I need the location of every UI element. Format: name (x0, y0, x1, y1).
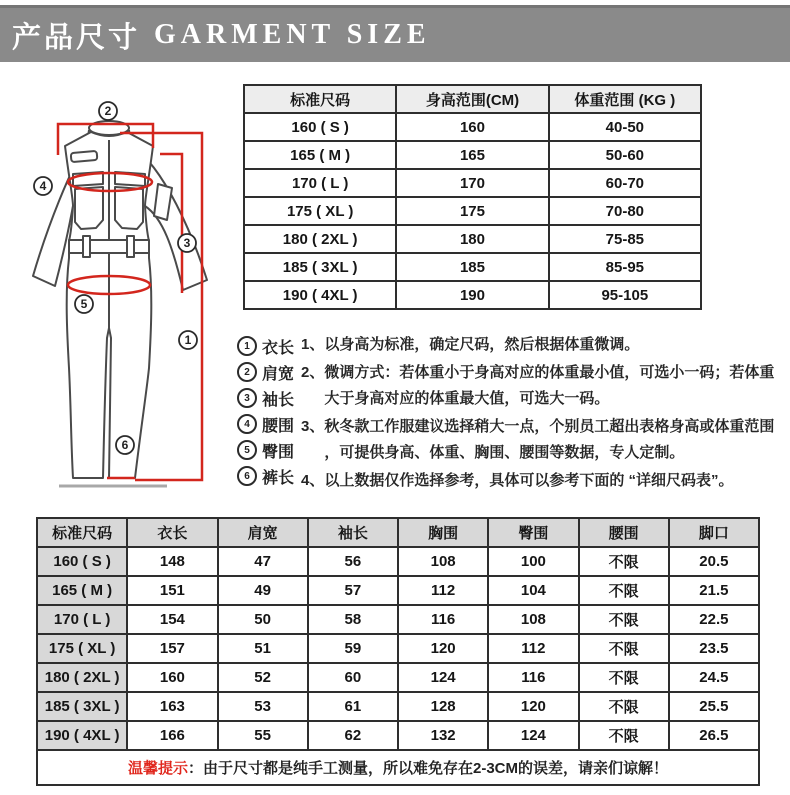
table-cell: 不限 (579, 721, 669, 750)
table-row (244, 169, 701, 197)
table-cell: 120 (488, 692, 578, 721)
annotation-3: 3 (183, 236, 191, 250)
table-cell: 175 ( XL ) (37, 634, 127, 663)
table-cell: 70-80 (549, 197, 701, 225)
table-cell: 59 (308, 634, 398, 663)
table-cell: 85-95 (549, 253, 701, 281)
column-header: 胸围 (398, 518, 488, 547)
table-cell: 160 (127, 663, 217, 692)
table-row (37, 663, 759, 692)
table-cell: 不限 (579, 663, 669, 692)
legend-item-waist (237, 411, 294, 437)
table-row (37, 721, 759, 750)
notice-label: 温馨提示 (127, 760, 188, 777)
table-cell: 124 (398, 663, 488, 692)
note-text: 以上数据仅作选择参考，具体可以参考下面的 “详细尺码表”。 (324, 472, 734, 489)
table-row (244, 253, 701, 281)
table-row (37, 634, 759, 663)
annotation-6: 6 (121, 438, 129, 452)
table-cell: 不限 (579, 576, 669, 605)
notice-row (37, 750, 759, 785)
table-cell: 165 (396, 141, 548, 169)
table-cell: 190 (396, 281, 548, 309)
table-cell: 26.5 (669, 721, 759, 750)
column-header: 标准尺码 (37, 518, 127, 547)
table-cell: 60-70 (549, 169, 701, 197)
circled-number-icon: 4 (237, 414, 257, 434)
legend-label: 臀围 (262, 443, 295, 461)
table-cell: 22.5 (669, 605, 759, 634)
legend-label: 袖长 (262, 391, 295, 409)
table-cell: 180 ( 2XL ) (37, 663, 127, 692)
table-cell: 不限 (579, 692, 669, 721)
table-cell: 21.5 (669, 576, 759, 605)
legend-item-pant-length (237, 463, 294, 489)
legend-item-garment-length (237, 333, 294, 359)
page-title-en: GARMENT SIZE (154, 19, 431, 50)
legend-label: 裤长 (262, 469, 295, 487)
table-cell: 不限 (579, 547, 669, 576)
table-cell: 157 (127, 634, 217, 663)
circled-number-icon: 6 (237, 466, 257, 486)
table-cell: 116 (398, 605, 488, 634)
note-item (301, 332, 784, 358)
table-cell: 120 (398, 634, 488, 663)
column-header: 脚口 (669, 518, 759, 547)
table-cell: 40-50 (549, 113, 701, 141)
annotation-5: 5 (80, 297, 88, 311)
table-cell: 49 (218, 576, 308, 605)
page-header (0, 5, 790, 62)
column-header: 肩宽 (218, 518, 308, 547)
table-cell: 170 ( L ) (37, 605, 127, 634)
table-cell: 166 (127, 721, 217, 750)
column-header: 衣长 (127, 518, 217, 547)
table-cell: 61 (308, 692, 398, 721)
measurement-legend (237, 333, 294, 489)
table-row (244, 225, 701, 253)
table-header-row (244, 85, 701, 113)
table-cell: 132 (398, 721, 488, 750)
table-cell: 50-60 (549, 141, 701, 169)
column-header: 臀围 (488, 518, 578, 547)
table-cell: 165 ( M ) (37, 576, 127, 605)
table-cell: 148 (127, 547, 217, 576)
table-cell: 23.5 (669, 634, 759, 663)
table-row (37, 576, 759, 605)
table-cell: 175 (396, 197, 548, 225)
table-cell: 112 (488, 634, 578, 663)
note-number: 3、 (301, 418, 325, 435)
table-cell: 104 (488, 576, 578, 605)
table-cell: 116 (488, 663, 578, 692)
table-cell: 100 (488, 547, 578, 576)
table-cell: 不限 (579, 605, 669, 634)
page-title-zh: 产品尺寸 (12, 21, 141, 54)
table-cell: 160 ( S ) (37, 547, 127, 576)
table-cell: 112 (398, 576, 488, 605)
table-cell: 165 ( M ) (244, 141, 396, 169)
table-cell: 不限 (579, 634, 669, 663)
annotation-2: 2 (104, 104, 112, 118)
note-number: 1、 (301, 336, 325, 353)
table-cell: 47 (218, 547, 308, 576)
note-text: 微调方式：若体重小于身高对应的体重最小值，可选小一码；若体重大于身高对应的体重最大值，可选大一码。 (324, 364, 775, 407)
table-cell: 75-85 (549, 225, 701, 253)
table-cell: 160 ( S ) (244, 113, 396, 141)
table-cell: 180 ( 2XL ) (244, 225, 396, 253)
note-item (301, 360, 784, 412)
detail-size-table (36, 517, 760, 786)
table-cell: 53 (218, 692, 308, 721)
table-cell: 124 (488, 721, 578, 750)
table-row (244, 141, 701, 169)
circled-number-icon: 5 (237, 440, 257, 460)
note-number: 2、 (301, 364, 325, 381)
table-cell: 95-105 (549, 281, 701, 309)
note-text: 秋冬款工作服建议选择稍大一点，个别员工超出表格身高或体重范围，可提供身高、体重、胸围、腰围等数据，专人定制。 (324, 418, 775, 461)
legend-label: 衣长 (262, 339, 295, 357)
legend-item-shoulder-width (237, 359, 294, 385)
table-cell: 55 (218, 721, 308, 750)
table-cell: 128 (398, 692, 488, 721)
table-cell: 160 (396, 113, 548, 141)
garment-drawing-svg (25, 88, 240, 510)
notice-cell (37, 750, 759, 785)
annotation-1: 1 (184, 333, 192, 347)
table-cell: 154 (127, 605, 217, 634)
table-cell: 163 (127, 692, 217, 721)
legend-item-hip (237, 437, 294, 463)
table-cell: 180 (396, 225, 548, 253)
sizing-notes (301, 332, 784, 496)
table-cell: 108 (488, 605, 578, 634)
table-row (37, 605, 759, 634)
legend-label: 腰围 (262, 417, 295, 435)
note-item (301, 468, 784, 494)
table-cell: 52 (218, 663, 308, 692)
table-row (244, 113, 701, 141)
table-cell: 20.5 (669, 547, 759, 576)
table-cell: 24.5 (669, 663, 759, 692)
table-cell: 185 ( 3XL ) (244, 253, 396, 281)
circled-number-icon: 1 (237, 336, 257, 356)
table-cell: 190 ( 4XL ) (37, 721, 127, 750)
table-header-row (37, 518, 759, 547)
column-header: 身高范围(CM) (396, 85, 548, 113)
circled-number-icon: 2 (237, 362, 257, 382)
size-guide-table (243, 84, 702, 310)
table-cell: 151 (127, 576, 217, 605)
note-item (301, 414, 784, 466)
annotation-4: 4 (39, 179, 47, 193)
table-cell: 185 (396, 253, 548, 281)
table-cell: 170 ( L ) (244, 169, 396, 197)
table-row (244, 197, 701, 225)
table-cell: 58 (308, 605, 398, 634)
table-cell: 108 (398, 547, 488, 576)
table-cell: 51 (218, 634, 308, 663)
table-cell: 56 (308, 547, 398, 576)
column-header: 腰围 (579, 518, 669, 547)
note-text: 以身高为标准，确定尺码，然后根据体重微调。 (324, 336, 640, 353)
table-row (37, 547, 759, 576)
table-cell: 25.5 (669, 692, 759, 721)
garment-diagram (25, 88, 240, 510)
notice-text: ：由于尺寸都是纯手工测量，所以难免存在2-3CM的误差，请亲们谅解！ (188, 760, 669, 777)
column-header: 标准尺码 (244, 85, 396, 113)
table-row (244, 281, 701, 309)
table-cell: 50 (218, 605, 308, 634)
table-cell: 60 (308, 663, 398, 692)
legend-item-sleeve-length (237, 385, 294, 411)
table-cell: 57 (308, 576, 398, 605)
column-header: 体重范围 (KG ) (549, 85, 701, 113)
table-cell: 62 (308, 721, 398, 750)
column-header: 袖长 (308, 518, 398, 547)
table-cell: 170 (396, 169, 548, 197)
legend-label: 肩宽 (262, 365, 295, 383)
table-row (37, 692, 759, 721)
circled-number-icon: 3 (237, 388, 257, 408)
note-number: 4、 (301, 472, 325, 489)
table-cell: 175 ( XL ) (244, 197, 396, 225)
table-cell: 190 ( 4XL ) (244, 281, 396, 309)
table-cell: 185 ( 3XL ) (37, 692, 127, 721)
